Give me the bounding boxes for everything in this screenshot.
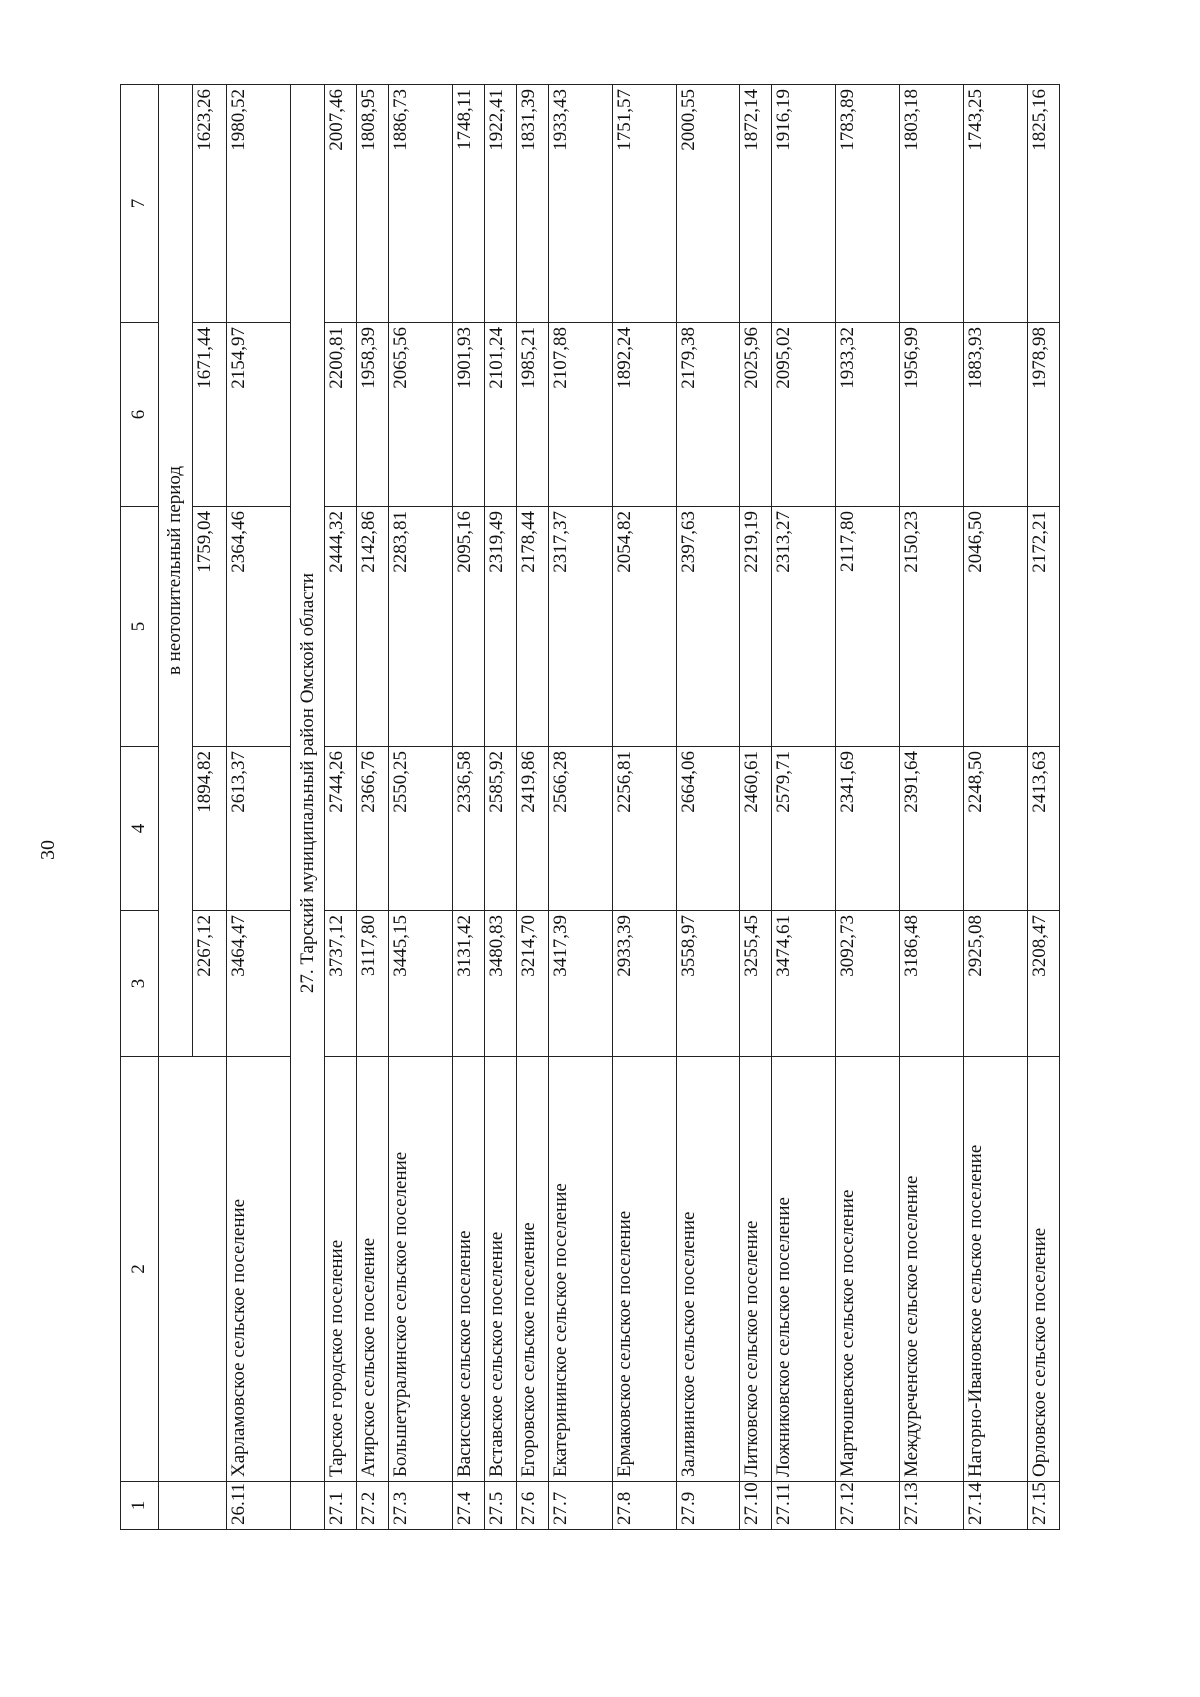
- value-cell: 3480,83: [484, 911, 516, 1057]
- value-cell: 2460,61: [740, 747, 772, 911]
- section-row: [290, 85, 324, 1530]
- value-cell: 1980,52: [227, 85, 291, 323]
- value-cell: 1922,41: [484, 85, 516, 323]
- value-cell: 1743,25: [964, 85, 1028, 323]
- value-cell: 2391,64: [900, 747, 964, 911]
- value-cell: 2585,92: [484, 747, 516, 911]
- settlement-name: Атирское сельское поселение: [357, 1057, 389, 1482]
- value-cell: 2154,97: [227, 323, 291, 507]
- value-cell: 3186,48: [900, 911, 964, 1057]
- row-number: 27.8: [612, 1482, 676, 1530]
- value-cell: 1831,39: [516, 85, 548, 323]
- settlement-name: Васисское сельское поселение: [452, 1057, 484, 1482]
- value-cell: 2319,49: [484, 507, 516, 747]
- blank-cell: [158, 1057, 226, 1482]
- value-cell: 2317,37: [548, 507, 612, 747]
- value-cell: 1956,99: [900, 323, 964, 507]
- value-cell: 2267,12: [192, 911, 226, 1057]
- value-cell: 1978,98: [1027, 323, 1059, 507]
- page-number: 30: [37, 840, 59, 860]
- value-cell: 1883,93: [964, 323, 1028, 507]
- table-row: [1027, 85, 1059, 1530]
- row-number: 27.7: [548, 1482, 612, 1530]
- header-cell: 3: [121, 911, 159, 1057]
- settlement-name: Ложниковское сельское поселение: [772, 1057, 836, 1482]
- row-number: 27.10: [740, 1482, 772, 1530]
- header-cell: 1: [121, 1482, 159, 1530]
- header-cell: 4: [121, 747, 159, 911]
- table-row: [740, 85, 772, 1530]
- row-number: 27.14: [964, 1482, 1028, 1530]
- value-cell: 2095,16: [452, 507, 484, 747]
- value-cell: 1958,39: [357, 323, 389, 507]
- value-cell: 1808,95: [357, 85, 389, 323]
- value-cell: 2256,81: [612, 747, 676, 911]
- header-row: [121, 85, 159, 1530]
- row-number: 27.9: [676, 1482, 740, 1530]
- value-cell: 3208,47: [1027, 911, 1059, 1057]
- value-cell: 2336,58: [452, 747, 484, 911]
- row-number: 27.6: [516, 1482, 548, 1530]
- settlement-name: Харламовское сельское поселение: [227, 1057, 291, 1482]
- table-row: [389, 85, 453, 1530]
- value-cell: 2101,24: [484, 323, 516, 507]
- section-title: 27. Тарский муниципальный район Омской области: [290, 85, 324, 1482]
- blank-cell: [158, 1482, 226, 1530]
- period-label-row: [158, 85, 192, 1530]
- settlement-name: Екатерининское сельское поселение: [548, 1057, 612, 1482]
- value-cell: 2444,32: [325, 507, 357, 747]
- table-row: [836, 85, 900, 1530]
- value-cell: 3131,42: [452, 911, 484, 1057]
- header-cell: 2: [121, 1057, 159, 1482]
- table-row: [452, 85, 484, 1530]
- value-cell: 2172,21: [1027, 507, 1059, 747]
- header-cell: 5: [121, 507, 159, 747]
- value-cell: 2550,25: [389, 747, 453, 911]
- value-cell: 2150,23: [900, 507, 964, 747]
- value-cell: 2107,88: [548, 323, 612, 507]
- value-cell: 2313,27: [772, 507, 836, 747]
- value-cell: 1623,26: [192, 85, 226, 323]
- table-row: [612, 85, 676, 1530]
- row-number: 27.3: [389, 1482, 453, 1530]
- value-cell: 1892,24: [612, 323, 676, 507]
- value-cell: 2054,82: [612, 507, 676, 747]
- value-cell: 2613,37: [227, 747, 291, 911]
- value-cell: 1748,11: [452, 85, 484, 323]
- value-cell: 1783,89: [836, 85, 900, 323]
- row-number: 27.1: [325, 1482, 357, 1530]
- blank-cell: [290, 1482, 324, 1530]
- value-cell: 3417,39: [548, 911, 612, 1057]
- value-cell: 2413,63: [1027, 747, 1059, 911]
- value-cell: 3092,73: [836, 911, 900, 1057]
- table-row: [357, 85, 389, 1530]
- value-cell: 3464,47: [227, 911, 291, 1057]
- row-number: 26.11: [227, 1482, 291, 1530]
- value-cell: 1803,18: [900, 85, 964, 323]
- header-cell: 7: [121, 85, 159, 323]
- value-cell: 2200,81: [325, 323, 357, 507]
- value-cell: 2025,96: [740, 323, 772, 507]
- value-cell: 2283,81: [389, 507, 453, 747]
- value-cell: 2579,71: [772, 747, 836, 911]
- settlement-name: Орловское сельское поселение: [1027, 1057, 1059, 1482]
- value-cell: 2142,86: [357, 507, 389, 747]
- table-row: [772, 85, 836, 1530]
- value-cell: 1933,32: [836, 323, 900, 507]
- tariff-table: [120, 84, 1060, 1530]
- value-cell: 2095,02: [772, 323, 836, 507]
- value-cell: 3445,15: [389, 911, 453, 1057]
- table-row: [548, 85, 612, 1530]
- value-cell: 3474,61: [772, 911, 836, 1057]
- value-cell: 3737,12: [325, 911, 357, 1057]
- value-cell: 2397,63: [676, 507, 740, 747]
- value-cell: 3255,45: [740, 911, 772, 1057]
- table-row: [227, 85, 291, 1530]
- settlement-name: Ермаковское сельское поселение: [612, 1057, 676, 1482]
- value-cell: 2178,44: [516, 507, 548, 747]
- value-cell: 1933,43: [548, 85, 612, 323]
- value-cell: 2179,38: [676, 323, 740, 507]
- row-number: 27.4: [452, 1482, 484, 1530]
- value-cell: 1751,57: [612, 85, 676, 323]
- table-row: [676, 85, 740, 1530]
- settlement-name: Междуреченское сельское поселение: [900, 1057, 964, 1482]
- value-cell: 2248,50: [964, 747, 1028, 911]
- row-number: 27.12: [836, 1482, 900, 1530]
- settlement-name: Нагорно-Ивановское сельское поселение: [964, 1057, 1028, 1482]
- value-cell: 1872,14: [740, 85, 772, 323]
- value-cell: 1671,44: [192, 323, 226, 507]
- value-cell: 1825,16: [1027, 85, 1059, 323]
- table-row: [325, 85, 357, 1530]
- value-cell: 3214,70: [516, 911, 548, 1057]
- value-cell: 1916,19: [772, 85, 836, 323]
- row-number: 27.13: [900, 1482, 964, 1530]
- value-cell: 1886,73: [389, 85, 453, 323]
- row-number: 27.5: [484, 1482, 516, 1530]
- value-cell: 2219,19: [740, 507, 772, 747]
- value-cell: 2566,28: [548, 747, 612, 911]
- settlement-name: Мартюшевское сельское поселение: [836, 1057, 900, 1482]
- value-cell: 3558,97: [676, 911, 740, 1057]
- value-cell: 2364,46: [227, 507, 291, 747]
- row-number: 27.11: [772, 1482, 836, 1530]
- value-cell: 2744,26: [325, 747, 357, 911]
- row-number: 27.2: [357, 1482, 389, 1530]
- value-cell: 1901,93: [452, 323, 484, 507]
- value-cell: 3117,80: [357, 911, 389, 1057]
- settlement-name: Егоровское сельское поселение: [516, 1057, 548, 1482]
- value-cell: 2933,39: [612, 911, 676, 1057]
- table-row: [900, 85, 964, 1530]
- value-cell: 2925,08: [964, 911, 1028, 1057]
- value-cell: 1985,21: [516, 323, 548, 507]
- table-row: [516, 85, 548, 1530]
- table-row: [484, 85, 516, 1530]
- settlement-name: Заливинское сельское поселение: [676, 1057, 740, 1482]
- value-cell: 2664,06: [676, 747, 740, 911]
- value-cell: 2341,69: [836, 747, 900, 911]
- period-label: в неотопительный период: [158, 85, 192, 1057]
- settlement-name: Литковское сельское поселение: [740, 1057, 772, 1482]
- header-cell: 6: [121, 323, 159, 507]
- settlement-name: Тарское городское поселение: [325, 1057, 357, 1482]
- value-cell: 1894,82: [192, 747, 226, 911]
- value-cell: 2065,56: [389, 323, 453, 507]
- value-cell: 2117,80: [836, 507, 900, 747]
- settlement-name: Большетуралинское сельское поселение: [389, 1057, 453, 1482]
- value-cell: 2007,46: [325, 85, 357, 323]
- value-cell: 2000,55: [676, 85, 740, 323]
- row-number: 27.15: [1027, 1482, 1059, 1530]
- table-row: [964, 85, 1028, 1530]
- rotated-table-container: [120, 85, 1060, 1530]
- settlement-name: Вставское сельское поселение: [484, 1057, 516, 1482]
- value-cell: 2046,50: [964, 507, 1028, 747]
- value-cell: 1759,04: [192, 507, 226, 747]
- value-cell: 2419,86: [516, 747, 548, 911]
- value-cell: 2366,76: [357, 747, 389, 911]
